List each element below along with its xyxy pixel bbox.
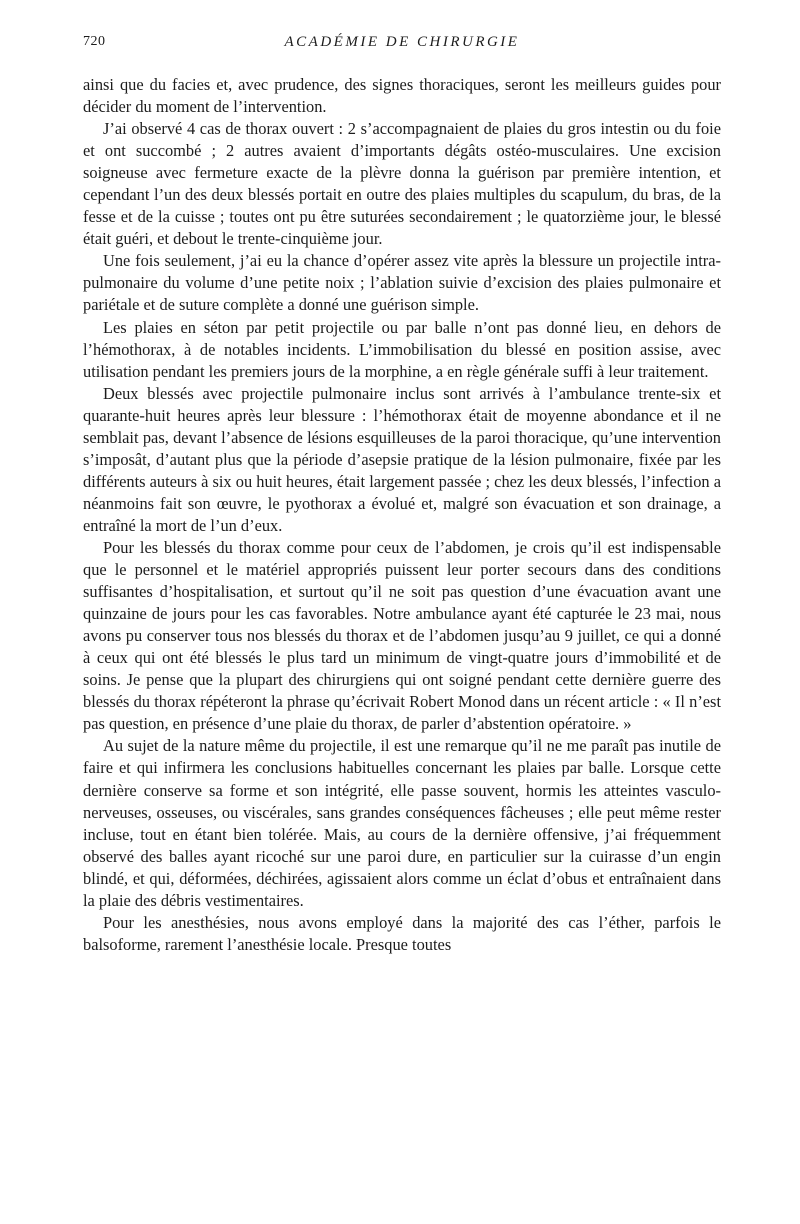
paragraph-plaies-en-seton: Les plaies en séton par petit projectile ou par balle n’ont pas donné lieu, en dehors de l’hémothorax, à de notables incidents. L’immobilisation du blessé en position assise, avec utilisation pendant les premiers jours de la morphine, a en règle générale suffi à leur traitement. [83, 317, 721, 381]
paragraph-anesthesies: Pour les anesthésies, nous avons employé dans la majorité des cas l’éther, parfois le balsoforme, rarement l’anesthésie locale. Presque toutes [83, 912, 721, 954]
body-text [83, 74, 721, 956]
page-header [83, 28, 721, 58]
paragraph-thorax-ouvert: J’ai observé 4 cas de thorax ouvert : 2 s’accompagnaient de plaies du gros intestin ou du foie et ont succombé ; 2 autres avaient d’importants dégâts ostéo-musculaires. Une excision soigneuse avec fermeture exacte de la plèvre donna la guérison par première intention, et cependant l’un des deux blessés portait en outre des plaies multiples du scapulum, du bras, de la fesse et de la cuisse ; toutes ont pu être suturées secondairement ; le quatorzième jour, le blessé était guéri, et debout le trente-cinquième jour. [83, 119, 721, 249]
paragraph-projectile-intra-pulmonaire: Une fois seulement, j’ai eu la chance d’opérer assez vite après la blessure un projectile intra-pulmonaire du volume d’une petite noix ; l’ablation suivie d’excision des plaies pulmonaire et pariétale et de suture complète a donné une guérison simple. [83, 251, 721, 315]
paragraph-hospitalisation: Pour les blessés du thorax comme pour ceux de l’abdomen, je crois qu’il est indispensable que le personnel et le matériel appropriés puissent leur porter secours dans des conditions suffisantes d’hospitalisation, et surtout qu’il ne soit pas question d’une évacuation avant une quinzaine de jours pour les cas favorables. Notre ambulance ayant été capturée le 23 mai, nous avons pu conserver tous nos blessés du thorax et de l’abdomen jusqu’au 9 juillet, ce qui a donné à ceux qui ont été blessés le plus tard un minimum de vingt-quatre jours d’immobilité et de soins. Je pense que la plupart des chirurgiens qui ont soigné pendant cette dernière guerre des blessés du thorax répéteront la phrase qu’écrivait Robert Monod dans un récent article : « Il n’est pas question, en présence d’une plaie du thorax, de parler d’abstention opératoire. » [83, 537, 721, 734]
paragraph-projectile-inclus: Deux blessés avec projectile pulmonaire inclus sont arrivés à l’ambulance trente-six et quarante-huit heures après leur blessure : l’hémothorax était de moyenne abondance et il ne semblait pas, devant l’absence de lésions esquilleuses de la paroi thoracique, qu’une intervention s’imposât, d’autant plus que la période d’asepsie pratique de la lésion pulmonaire, fixée par les différents auteurs à six ou huit heures, était largement passée ; chez les deux blessés, l’infection a néanmoins fait son œuvre, le pyothorax a évolué et, malgré son évacuation et son drainage, a entraîné la mort de l’un d’eux. [83, 383, 721, 535]
paragraph-continuation: ainsi que du facies et, avec prudence, des signes thoraciques, seront les meilleurs guides pour décider du moment de l’intervention. [83, 75, 721, 117]
page-number: 720 [83, 34, 106, 49]
paragraph-nature-projectile: Au sujet de la nature même du projectile, il est une remarque qu’il ne me paraît pas inutile de faire et qui infirmera les conclusions habituelles concernant les plaies par balle. Lorsque cette dernière conserve sa forme et son intégrité, elle passe souvent, hormis les atteintes vasculo-nerveuses, osseuses, ou viscérales, sans grandes conséquences fâcheuses ; elle peut même rester incluse, tout en étant bien tolérée. Mais, au cours de la dernière offensive, j’ai fréquemment observé des balles ayant ricoché sur une paroi dure, en particulier sur la cuirasse d’un engin blindé, et qui, déformées, déchirées, agissaient alors comme un éclat d’obus et entraînaient dans la plaie des débris vestimentaires. [83, 736, 721, 910]
page [83, 28, 721, 956]
running-title: ACADÉMIE DE CHIRURGIE [284, 34, 520, 50]
